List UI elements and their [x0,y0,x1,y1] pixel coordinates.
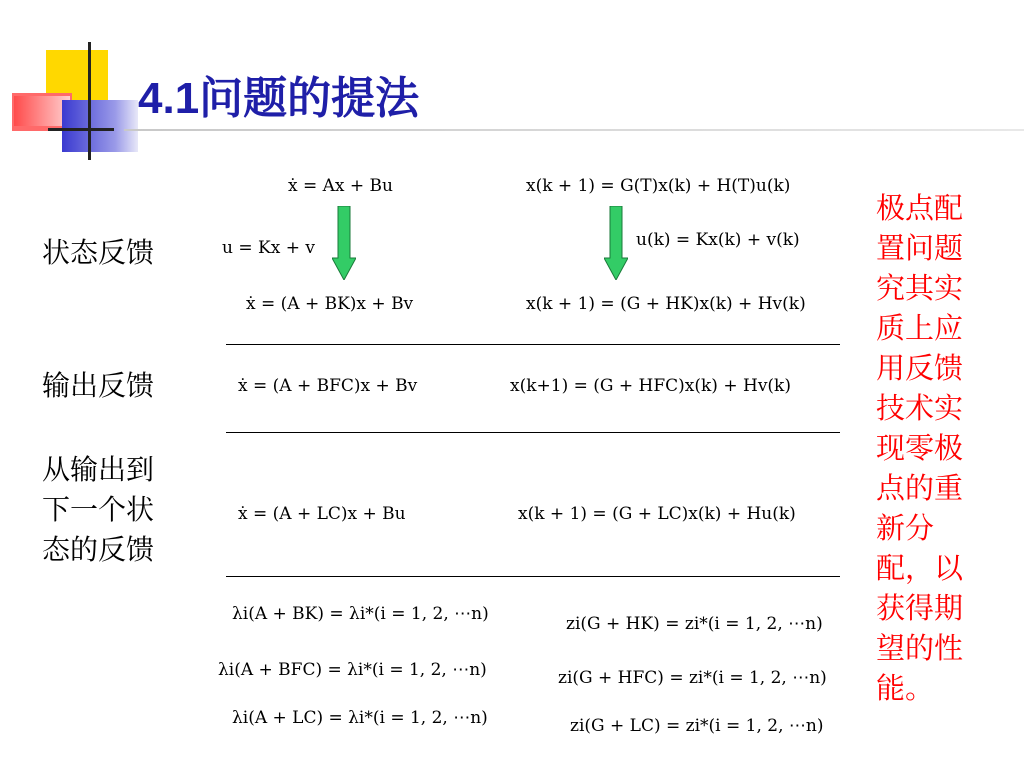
label-output-feedback: 输出反馈 [42,369,155,402]
eq-continuous-output-feedback: ẋ = (A + BFC)x + Bv [238,376,418,396]
eq-continuous-system: ẋ = Ax + Bu [288,176,393,196]
label-next-state-feedback [42,450,154,570]
eq-discrete-next-state-feedback: x(k + 1) = (G + LC)x(k) + Hu(k) [518,504,796,524]
down-arrow-icon [332,206,356,280]
label-state-feedback: 状态反馈 [42,236,155,269]
separator-line [226,432,840,433]
eq-z-lc: zi(G + LC) = zi*(i = 1, 2, ⋯n) [570,716,824,736]
label-next-line-2: 下一个状 [42,493,155,526]
separator-line [226,576,840,577]
eq-continuous-control-law: u = Kx + v [222,238,315,258]
eq-discrete-output-feedback: x(k+1) = (G + HFC)x(k) + Hv(k) [510,376,791,396]
title-ornament-blue [62,100,138,152]
eq-discrete-state-feedback: x(k + 1) = (G + HK)x(k) + Hv(k) [526,294,806,314]
eq-eigen-bk: λi(A + BK) = λi*(i = 1, 2, ⋯n) [232,604,489,624]
eq-continuous-next-state-feedback: ẋ = (A + LC)x + Bu [238,504,406,524]
eq-eigen-lc: λi(A + LC) = λi*(i = 1, 2, ⋯n) [232,708,488,728]
separator-line [226,344,840,345]
eq-z-hk: zi(G + HK) = zi*(i = 1, 2, ⋯n) [566,614,823,634]
slide-title: 4.1问题的提法 [138,74,420,123]
eq-discrete-control-law: u(k) = Kx(k) + v(k) [636,230,800,250]
title-underline [124,129,1024,131]
down-arrow-icon [604,206,628,280]
eq-z-hfc: zi(G + HFC) = zi*(i = 1, 2, ⋯n) [558,668,827,688]
eq-continuous-state-feedback: ẋ = (A + BK)x + Bv [246,294,414,314]
title-ornament-horizontal-line [48,128,114,131]
eq-discrete-system: x(k + 1) = G(T)x(k) + H(T)u(k) [526,176,791,196]
label-next-line-3: 态的反馈 [42,533,155,566]
pole-placement-note: 极点配置问题究其实质上应用反馈技术实现零极点的重新分配，以获得期望的性能。 [876,191,964,705]
label-next-line-1: 从输出到 [42,453,155,486]
eq-eigen-bfc: λi(A + BFC) = λi*(i = 1, 2, ⋯n) [218,660,487,680]
title-ornament-vertical-line [88,42,91,160]
